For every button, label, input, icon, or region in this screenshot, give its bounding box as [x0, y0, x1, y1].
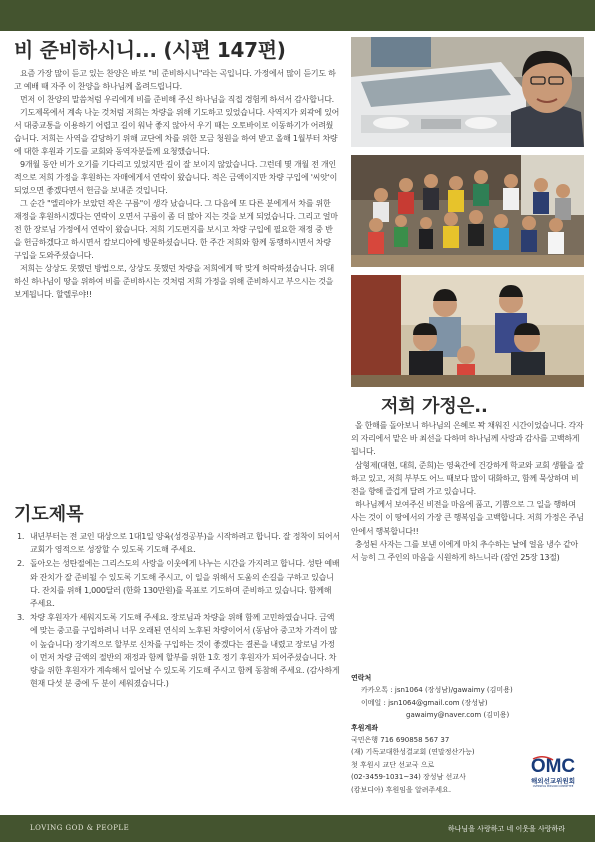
omc-logo-icon — [525, 755, 581, 775]
sponsor-note: 첫 후원시 교단 선교국 으로 — [351, 760, 435, 769]
kakao-value: : jsn1064 (장성남)/gawaimy (김미용) — [390, 686, 513, 695]
prayer-number: 1. — [17, 532, 25, 541]
logo-english: OVERSEAS MISSION COMMITTEE — [532, 785, 574, 788]
intro-paragraph: 기도제목에서 계속 나눈 것처럼 저희는 차량을 위해 기도하고 있었습니다. 사역지가 외곽에 있어서 대중교통을 이용하기 어렵고 길이 워낙 좋지 않아서 우기 때는 오토바이로 이동하기가 어려웠습니다. 저희는 사역을 감당하기 위해 교단에 차를 위한 모금 청원을 하여 받고 올해 1월부터 차량에 대한 후원과 기도를 교회와 동역자분들께 요청했습니다. — [14, 108, 340, 156]
sponsor-note: (02-3459-1031~34) 장성남 선교사 — [351, 773, 466, 782]
prayer-text: 내년부터는 전 교인 대상으로 1대1일 양육(성경공부)을 시작하려고 합니다. 잘 정착이 되어서 교회가 영적으로 성장할 수 있도록 기도해 주세요. — [30, 532, 340, 555]
top-banner — [0, 0, 595, 31]
svg-text:OMC: OMC — [530, 756, 576, 775]
prayer-item — [14, 530, 340, 556]
family-photo — [351, 275, 584, 387]
account-bank: 국민은행 716 690858 567 37 — [351, 736, 450, 745]
intro-paragraph: 9개월 동안 비가 오기를 기다리고 있었지만 길이 잘 보이지 않았습니다. 그런데 몇 개월 전 개인적으로 저희 가정을 후원하는 자매에게서 연락이 왔습니다. 적은 금액이지만 차량 구입에 '씨앗'이 되었으면 좋겠다면서 헌금을 보내준 것입니다. — [14, 160, 338, 195]
kakao-label: 카카오톡 — [361, 686, 389, 695]
family-paragraph: 하나님께서 보여주신 비전을 마음에 품고, 기쁨으로 그 일을 행하며 사는 것이 이 땅에서의 가장 큰 행복임을 고백합니다. 저희 가정은 주님 안에서 행복합니다!! — [351, 500, 584, 536]
family-heading: 저희 가정은.. — [381, 396, 488, 417]
prayer-item — [14, 611, 340, 690]
prayer-text: 돌아오는 성탄절에는 그리스도의 사랑을 이웃에게 나누는 시간을 가지려고 합니다. 성탄 예배와 잔치가 잘 준비될 수 있도록 기도해 주시고, 이 일을 위해서 도움의 손길을 구하고 있습니다. 잔치를 위해 1,000달러 (한화 130만원)를 목표로 기도하며 준비하고 있습니다. 함께해 주세요. — [30, 559, 340, 609]
intro-section — [14, 67, 340, 301]
logo-name: 해외선교위원회 — [531, 777, 575, 785]
email-row — [351, 697, 587, 709]
family-section — [351, 419, 584, 564]
group-photo — [351, 155, 584, 267]
footer-motto-korean: 하나님을 사랑하고 네 이웃을 사랑하라 — [447, 825, 565, 833]
omc-logo — [524, 755, 582, 795]
account-heading: 후원계좌 — [351, 723, 379, 732]
footer-motto-english: LOVING GOD & PEOPLE — [30, 824, 130, 832]
email-value-2: gawaimy@naver.com (김미용) — [406, 711, 510, 720]
intro-paragraph: 먼저 이 찬양의 말씀처럼 우리에게 비를 준비해 주신 하나님을 직접 경험케 하셔서 감사합니다. — [20, 95, 334, 104]
car-photo — [351, 37, 584, 147]
prayer-list — [14, 530, 340, 691]
kakao-row — [351, 684, 587, 696]
email-value: : jsn1064@gmail.com (장성남) — [383, 698, 488, 707]
prayer-item — [14, 557, 340, 610]
intro-paragraph: 저희는 상상도 못했던 방법으로, 상상도 못했던 차량을 저희에게 딱 맞게 허락하셨습니다. 위대하신 하나님이 땅을 위하여 비를 준비하시는 것처럼 저희 가정을 위해 준비하시고 부으시는 것을 보게됩니다. 할렐루야!! — [14, 264, 334, 299]
prayer-number: 3. — [17, 613, 25, 623]
sponsor-note: (캄보디아) 후원임을 알려주세요. — [351, 785, 452, 794]
email-label: 이메일 — [361, 698, 382, 707]
family-paragraph: 삼형제(대현, 대희, 준희)는 영육간에 건강하게 학교와 교회 생활을 잘 하고 있고, 저희 부부도 어느 때보다 많이 대화하고, 함께 묵상하며 비전을 향해 즐겁게 달려 가고 있습니다. — [351, 460, 584, 497]
intro-paragraph: 요즘 가장 많이 듣고 있는 찬양은 바로 "비 준비하시니"라는 곡입니다. 가정에서 많이 듣기도 하고 예배 때 자주 이 찬양을 하나님께 올려드립니다. — [14, 69, 336, 91]
prayer-text: 차량 후원자가 세워지도록 기도해 주세요. 장로님과 차량을 위해 함께 고민하였습니다. 금액에 맞는 중고를 구입하려니 너무 오래된 연식의 노후된 차량이어서 (동남아 중고차 가격이 많이 높습니다) 장기적으로 할부로 신차를 구입하는 것이 좋겠다는 결론을 내렸고 장로님 가정이 먼저 차량 금액의 절반의 재정과 함께 할부를 위한 1호 정기 후원자가 되어주셨습니다. 차량을 위한 후원자가 계속해서 일어날 수 있도록 기도해 주시고 함께 동참해 주세요. (감사하게 현재 다섯 분 중에 두 분이 세워졌습니다.) — [30, 613, 340, 689]
family-paragraph: 충성된 사자는 그를 보낸 이에게 마치 추수하는 날에 얼음 냉수 같아서 능히 그 주인의 마음을 시원하게 하느니라 (잠언 25장 13절) — [351, 539, 578, 563]
prayer-number: 2. — [17, 559, 25, 569]
family-paragraph: 올 한해를 돌아보니 하나님의 은혜로 꽉 채워진 시간이었습니다. 각자의 자리에서 맡은 바 최선을 다하며 하나님께 사랑과 감사를 고백하게 됩니다. — [351, 421, 584, 457]
contact-heading: 연락처 — [351, 674, 372, 682]
page-title: 비 준비하시니... (시편 147편) — [14, 38, 286, 62]
prayer-heading: 기도제목 — [14, 504, 84, 525]
account-holder: (재) 기독교대한성결교회 (연말정산가능) — [351, 748, 475, 757]
intro-paragraph: 그 순간 "엘리야가 보았던 작은 구름"이 생각 났습니다. 그 다음에 또 다른 분에게서 차를 위한 재정을 후원하시겠다는 연락이 오면서 구름이 좀 더 많아 지는 것을 보게 되었습니다. 그리고 얼마전 한 장로님 가정에서 연락이 왔습니다. 저희 기도편지를 보시고 차량 구입에 필요한 재정 중 반을 헌금하겠다고 하시면서 캄보디아에 방문하셨습니다. 한 주간 저희와 함께 동행하시면서 차량 구입을 도와주셨습니다. — [14, 199, 338, 260]
